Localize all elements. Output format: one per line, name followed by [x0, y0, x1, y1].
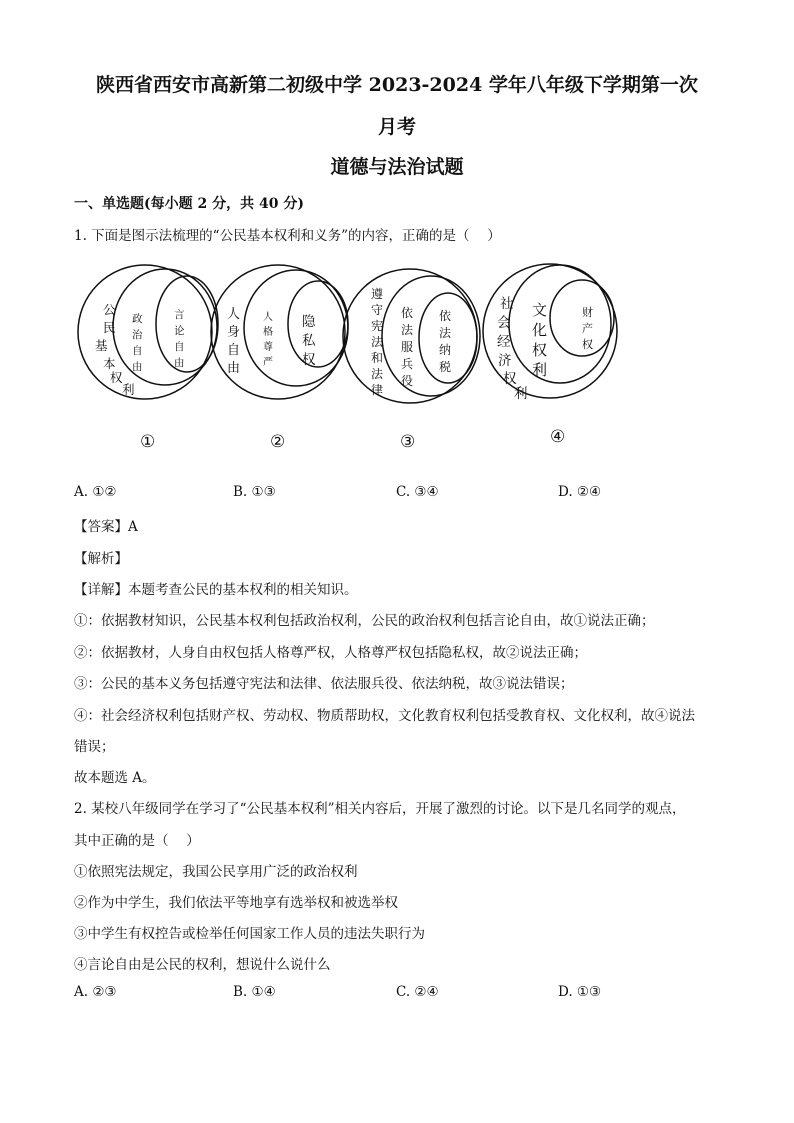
- q2-statement-4: ④言论自由是公民的权利，想说什么说什么: [74, 957, 331, 973]
- question-1-stem: 1. 下面是图示法梳理的“公民基本权利和义务”的内容，正确的是（ ）: [74, 228, 501, 244]
- diagram-4-outer-char: 利: [514, 386, 528, 402]
- diagram-4-outer-char: 社: [500, 296, 514, 312]
- diagram-4-inner-char: 产: [582, 322, 593, 335]
- q1-option-a[interactable]: A. ①②: [74, 484, 117, 500]
- diagram-3-outer-char: 守: [371, 303, 384, 317]
- diagram-3-outer-char: 法: [371, 367, 384, 381]
- diagram-2: [211, 265, 348, 452]
- q1-option-c[interactable]: C. ③④: [396, 484, 439, 500]
- question-2-stem: 2. 某校八年级同学在学习了“公民基本权利”相关内容后，开展了激烈的讨论。以下是几名同学的观点，: [74, 801, 686, 817]
- diagram-1-inner-char: 自: [174, 341, 185, 353]
- diagram-3-outer-char: 律: [371, 383, 384, 397]
- diagram-1-middle-char: 自: [132, 345, 143, 357]
- diagram-2-middle-char: 人: [263, 312, 273, 323]
- q1-explanation-4-cont: 错误；: [74, 739, 115, 755]
- diagram-4-middle-char: 利: [532, 361, 548, 379]
- q2-statement-3: ③中学生有权控告或检举任何国家工作人员的违法失职行为: [74, 926, 425, 942]
- q1-option-d[interactable]: D. ②④: [558, 484, 602, 500]
- diagram-1-outer-char: 基: [95, 338, 108, 353]
- diagram-4-inner-char: 财: [582, 306, 593, 319]
- diagram-3-middle-char: 依: [401, 306, 414, 320]
- diagram-3-outer-char: 宪: [371, 319, 384, 333]
- diagram-2-inner-char: 权: [302, 352, 316, 368]
- diagram-4-number: ④: [550, 427, 566, 447]
- diagram-2-outer-char: 身: [227, 325, 241, 340]
- diagram-2-number: ②: [270, 432, 286, 452]
- q2-option-a[interactable]: A. ②③: [74, 984, 117, 1000]
- q2-statement-2: ②作为中学生，我们依法平等地享有选举权和被选举权: [74, 895, 398, 911]
- q1-analysis-label: 【解析】: [74, 551, 128, 567]
- q1-explanation-2: ②：依据教材，人身自由权包括人格尊严权，人格尊严权包括隐私权，故②说法正确；: [74, 645, 587, 661]
- diagram-4-inner-char: 权: [582, 338, 593, 351]
- diagram-3-middle-char: 服: [401, 340, 414, 354]
- diagram-4-outer-char: 济: [498, 353, 512, 369]
- diagram-2-middle-char: 严: [263, 357, 273, 368]
- diagram-3-inner-char: 纳: [439, 343, 452, 357]
- document-title-line2: 月考: [377, 116, 416, 138]
- diagram-3-middle-char: 役: [401, 374, 414, 388]
- diagram-2-inner-char: 隐: [302, 314, 316, 330]
- diagram-2-outer-char: 人: [227, 307, 241, 322]
- diagram-1-inner-char: 言: [174, 309, 185, 321]
- q1-explanation-4: ④：社会经济权利包括财产权、劳动权、物质帮助权，文化教育权利包括受教育权、文化权利，故④说法: [74, 708, 695, 724]
- question-2-stem-cont: 其中正确的是（ ）: [74, 833, 200, 849]
- diagram-3-inner-char: 依: [439, 309, 452, 323]
- subject-title: 道德与法治试题: [330, 156, 464, 178]
- q1-option-b[interactable]: B. ①③: [233, 484, 276, 500]
- q2-option-c[interactable]: C. ②④: [396, 984, 439, 1000]
- diagram-3-outer-char: 遵: [371, 287, 384, 301]
- diagram-4-middle-char: 文: [532, 301, 548, 319]
- diagram-1-middle-char: 政: [132, 313, 143, 325]
- diagram-4: [483, 264, 617, 447]
- q2-option-d[interactable]: D. ①③: [558, 984, 602, 1000]
- diagram-3-middle-char: 兵: [401, 357, 414, 371]
- diagram-4-middle-char: 化: [532, 321, 548, 339]
- diagram-1-outer-char: 本: [103, 356, 116, 371]
- diagram-3-outer-char: 法: [371, 335, 384, 349]
- q1-answer: 【答案】A: [74, 519, 138, 535]
- rights-diagrams: [70, 262, 670, 457]
- diagram-1-number: ①: [140, 432, 156, 452]
- diagram-2-outer-char: 自: [227, 343, 241, 358]
- diagram-2-outer-char: 由: [227, 361, 241, 376]
- diagram-1-inner-char: 论: [174, 325, 185, 337]
- diagram-3-number: ③: [400, 432, 416, 452]
- diagram-1-inner-char: 由: [174, 357, 185, 369]
- diagram-1-outer-char: 公: [103, 302, 116, 317]
- diagram-3-middle-char: 法: [401, 323, 414, 337]
- diagram-2-middle-char: 格: [263, 327, 273, 338]
- q1-conclusion: 故本题选 A。: [74, 770, 156, 786]
- diagram-4-outer-char: 经: [497, 334, 511, 350]
- q1-detail: 【详解】本题考查公民的基本权利的相关知识。: [74, 582, 358, 598]
- q1-explanation-3: ③：公民的基本义务包括遵守宪法和法律、依法服兵役、依法纳税，故③说法错误；: [74, 676, 574, 692]
- diagram-3-inner-char: 法: [439, 326, 452, 340]
- diagram-1: [78, 265, 218, 452]
- diagram-1-middle-char: 治: [132, 329, 143, 341]
- diagram-3: [343, 269, 480, 452]
- q2-statement-1: ①依照宪法规定，我国公民享用广泛的政治权利: [74, 864, 358, 880]
- diagram-2-inner-char: 私: [302, 333, 316, 349]
- diagram-1-middle-char: 由: [132, 361, 143, 373]
- diagram-3-inner-char: 税: [439, 360, 452, 374]
- section-heading: 一、单选题(每小题 2 分，共 40 分): [74, 196, 304, 212]
- diagram-1-outer-char: 民: [103, 320, 116, 335]
- diagram-4-outer-char: 权: [503, 371, 517, 387]
- q1-explanation-1: ①：依据教材知识，公民基本权利包括政治权利，公民的政治权利包括言论自由，故①说法正确；: [74, 613, 655, 629]
- diagram-4-outer-char: 会: [497, 315, 511, 331]
- diagram-2-middle-char: 尊: [263, 342, 273, 353]
- document-title-line1: 陕西省西安市高新第二初级中学 2023-2024 学年八年级下学期第一次: [96, 74, 698, 96]
- q2-option-b[interactable]: B. ①④: [233, 984, 276, 1000]
- diagram-1-outer-char: 权: [110, 370, 123, 385]
- diagram-1-outer-char: 利: [122, 382, 135, 397]
- diagram-4-middle-char: 权: [532, 341, 548, 359]
- diagram-3-outer-char: 和: [371, 351, 384, 365]
